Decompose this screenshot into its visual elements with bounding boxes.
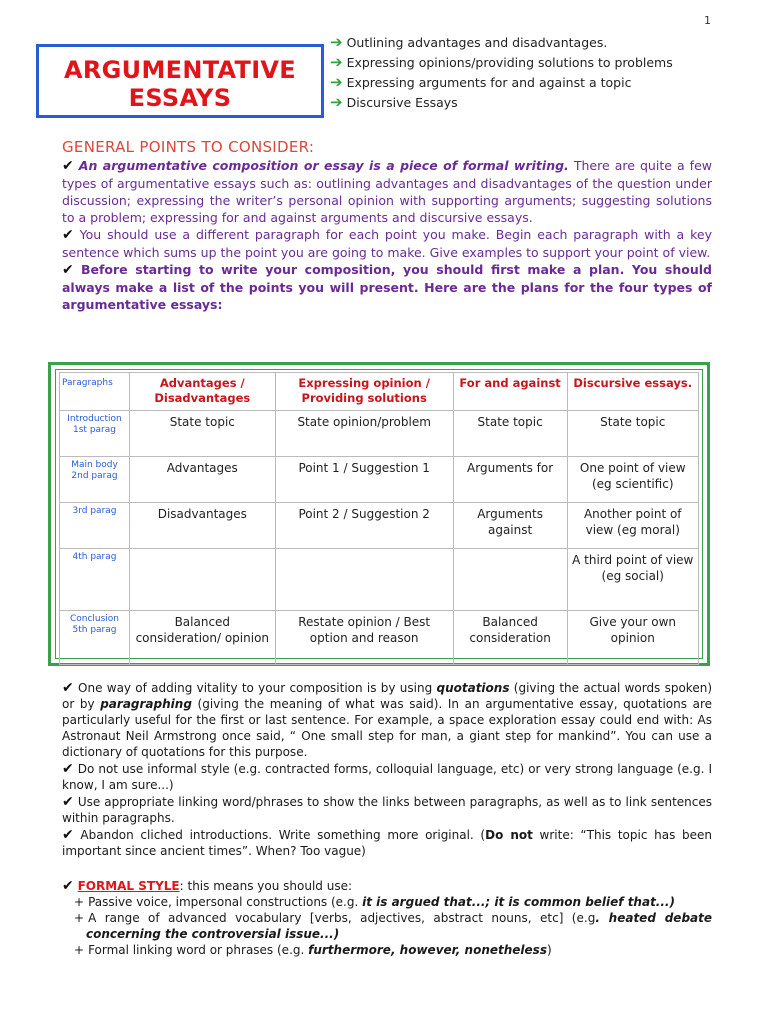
row-label: Main body 2nd parag — [60, 457, 130, 503]
table-cell: Point 1 / Suggestion 1 — [275, 457, 453, 503]
table-row — [60, 549, 699, 611]
title-line-2: ESSAYS — [128, 84, 232, 112]
plus-icon: + — [74, 911, 85, 925]
table-cell: Disadvantages — [130, 503, 276, 549]
row-label: Introduction 1st parag — [60, 411, 130, 457]
plans-table-frame — [48, 362, 710, 666]
list-item: + A range of advanced vocabulary [verbs, adjectives, abstract nouns, etc] (e.g. heated debate concerning the controversial issue...) — [74, 911, 713, 941]
arrow-right-icon: ➔ — [330, 33, 343, 51]
row-label: 4th parag — [60, 549, 130, 611]
table-cell: Point 2 / Suggestion 2 — [275, 503, 453, 549]
check-icon: ✔ — [62, 794, 74, 810]
plans-table — [59, 372, 699, 665]
row-label: Conclusion 5th parag — [60, 611, 130, 665]
list-item: + Formal linking word or phrases (e.g. furthermore, however, nonetheless) — [74, 943, 552, 957]
check-icon: ✔ — [62, 680, 74, 696]
section-heading: GENERAL POINTS TO CONSIDER: — [62, 138, 315, 156]
tip-quotations: ✔ One way of adding vitality to your composition is by using quotations (giving the actual words spoken) or by paragraphing (giving the meaning of what was said). In an argumentative essay, quotations are particularly useful for the first or last sentence. For example, a space exploration essay could end with: As Astronaut Neil Armstrong once said, “ One small step for man, a giant step for mankind”. You can use a dictionary of quotations for this purpose. — [62, 680, 713, 759]
list-item: ➔ Outlining advantages and disadvantages. — [330, 33, 608, 51]
row-label: 3rd parag — [60, 503, 130, 549]
table-row — [60, 457, 699, 503]
check-icon: ✔ — [62, 158, 74, 174]
table-cell: State topic — [567, 411, 699, 457]
check-icon: ✔ — [62, 761, 74, 777]
check-icon: ✔ — [62, 827, 74, 843]
table-row — [60, 611, 699, 665]
table-cell: Balanced consideration — [453, 611, 567, 665]
arrow-right-icon: ➔ — [330, 93, 343, 111]
table-header: Advantages / Disadvantages — [130, 373, 276, 411]
list-item: ➔ Expressing arguments for and against a topic — [330, 73, 632, 91]
table-cell: Advantages — [130, 457, 276, 503]
table-cell: Balanced consideration/ opinion — [130, 611, 276, 665]
table-cell: Arguments against — [453, 503, 567, 549]
document-title — [36, 44, 324, 118]
list-item: ➔ Discursive Essays — [330, 93, 458, 111]
arrow-right-icon: ➔ — [330, 73, 343, 91]
table-cell: Give your own opinion — [567, 611, 699, 665]
table-cell: Another point of view (eg moral) — [567, 503, 699, 549]
table-header: Paragraphs — [60, 373, 130, 411]
table-header: Discursive essays. — [567, 373, 699, 411]
essay-types-list — [330, 32, 673, 112]
table-row — [60, 503, 699, 549]
check-icon: ✔ — [62, 262, 74, 278]
list-item: ➔ Expressing opinions/providing solutions to problems — [330, 53, 673, 71]
table-cell: Arguments for — [453, 457, 567, 503]
table-cell: State topic — [453, 411, 567, 457]
point-2: ✔ You should use a different paragraph for each point you make. Begin each paragraph with a key sentence which sums up the point you are going to make. Give examples to support your point of view. — [62, 227, 712, 260]
formal-style-section — [62, 878, 712, 958]
tip-linking-words: ✔ Use appropriate linking word/phrases to show the links between paragraphs, as well as to link sentences within paragraphs. — [62, 794, 712, 825]
formal-style-intro: ✔ FORMAL STYLE: this means you should use: — [62, 878, 353, 894]
arrow-right-icon: ➔ — [330, 53, 343, 71]
general-points — [62, 157, 712, 313]
table-row — [60, 411, 699, 457]
point-1: ✔ An argumentative composition or essay is a piece of formal writing. There are quite a few types of argumentative essays such as: outlining advantages and disadvantages of the question under discussion; expressing the writer’s personal opinion with supporting arguments; suggesting solutions to a problem; expressing for and against arguments and discursive essays. — [62, 158, 712, 225]
table-cell: A third point of view (eg social) — [567, 549, 699, 611]
tip-informal-style: ✔ Do not use informal style (e.g. contracted forms, colloquial language, etc) or very strong language (e.g. I know, I am sure...) — [62, 761, 712, 792]
table-header: Expressing opinion / Providing solutions — [275, 373, 453, 411]
plus-icon: + — [74, 943, 85, 957]
table-cell: Restate opinion / Best option and reason — [275, 611, 453, 665]
page-number: 1 — [704, 14, 711, 27]
table-cell: One point of view (eg scientific) — [567, 457, 699, 503]
table-cell: State opinion/problem — [275, 411, 453, 457]
tips-section — [62, 680, 712, 860]
title-line-1: ARGUMENTATIVE — [64, 56, 296, 84]
table-header: For and against — [453, 373, 567, 411]
list-item: + Passive voice, impersonal constructions (e.g. it is argued that...; it is common belief that...) — [74, 895, 675, 909]
table-cell — [130, 549, 276, 611]
point-3: ✔ Before starting to write your composition, you should first make a plan. You should always make a list of the points you will present. Here are the plans for the four types of argumentative essays: — [62, 262, 712, 312]
table-cell — [453, 549, 567, 611]
plus-icon: + — [74, 895, 85, 909]
formal-style-list — [62, 894, 712, 958]
table-cell — [275, 549, 453, 611]
check-icon: ✔ — [62, 878, 74, 894]
check-icon: ✔ — [62, 227, 74, 243]
tip-introductions: ✔ Abandon cliched introductions. Write something more original. (Do not write: “This topic has been important since ancient times”. When? Too vague) — [62, 827, 712, 858]
table-cell: State topic — [130, 411, 276, 457]
table-header-row — [60, 373, 699, 411]
